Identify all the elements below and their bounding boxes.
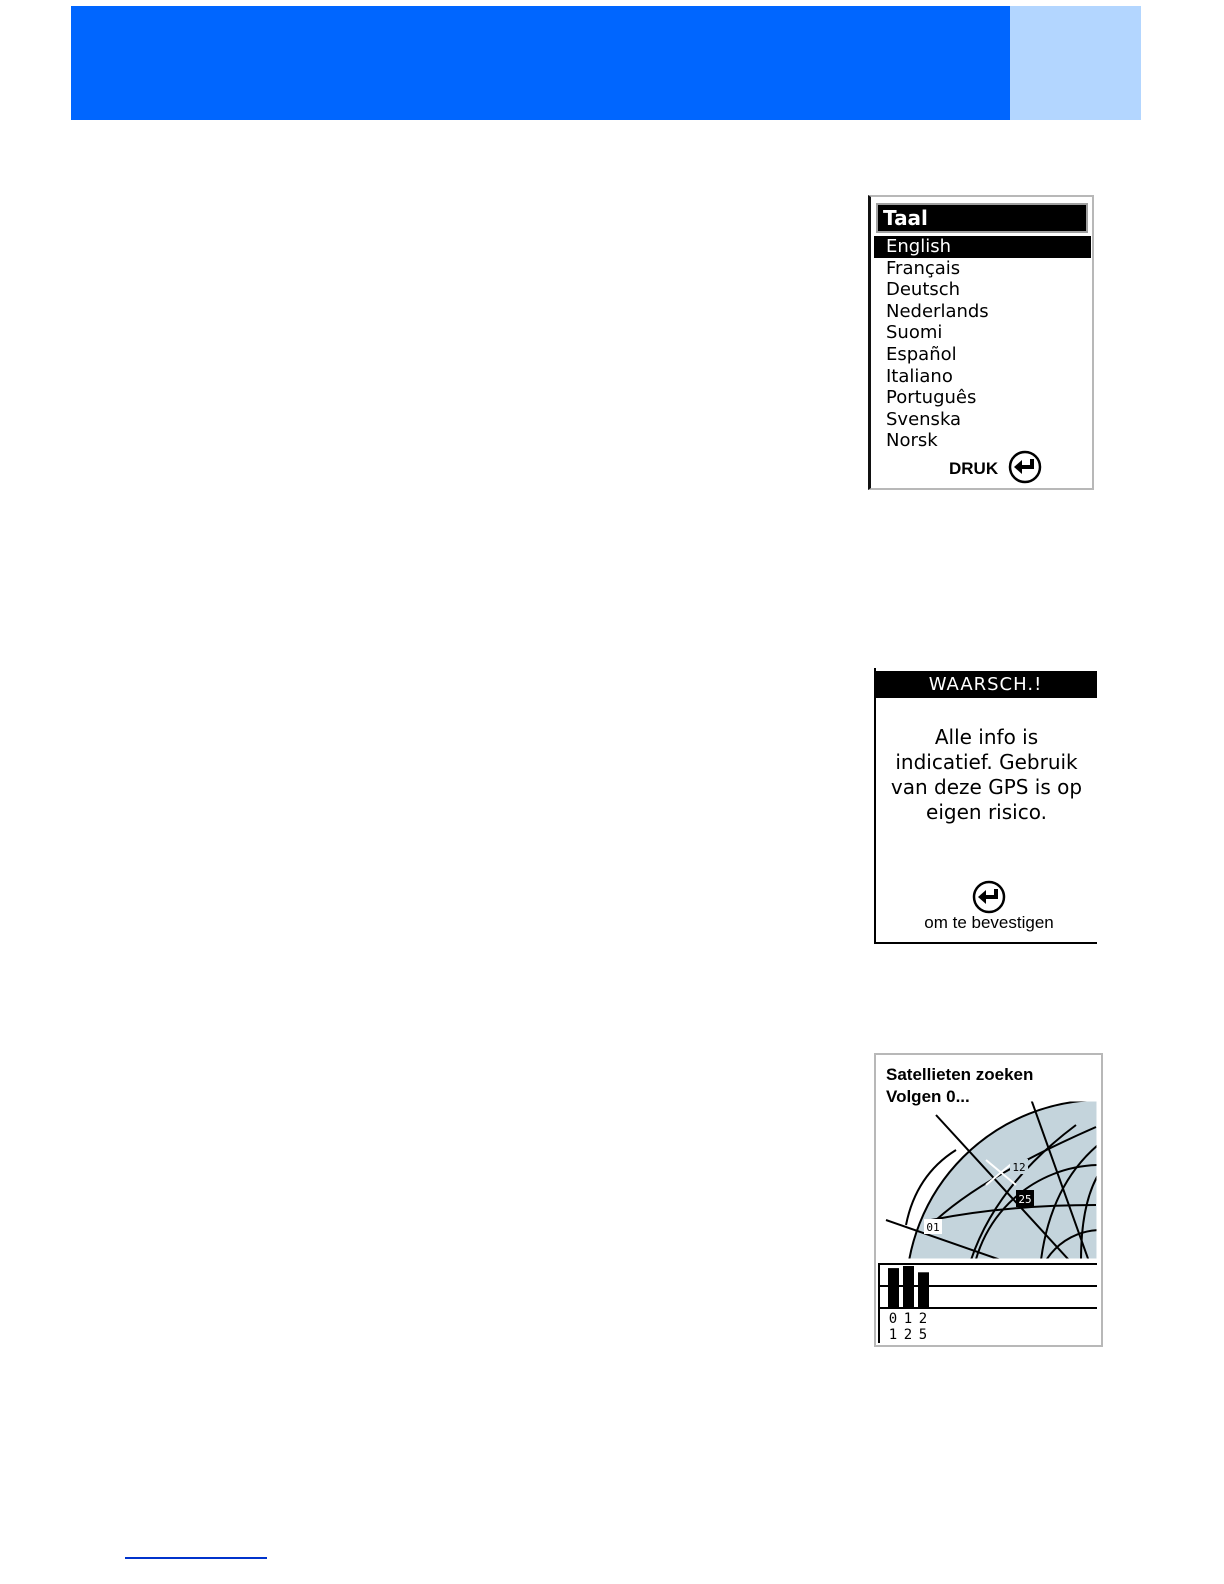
signal-bar-label: 2 xyxy=(918,1311,928,1327)
language-list xyxy=(874,236,1091,452)
satellite-tracking-count: Volgen 0... xyxy=(886,1087,970,1106)
warning-message-line: eigen risico. xyxy=(926,800,1047,824)
footnote-separator xyxy=(125,1557,267,1559)
signal-bar xyxy=(918,1272,929,1308)
language-item-english[interactable]: English xyxy=(874,236,1091,258)
signal-panel-border xyxy=(878,1263,880,1343)
satellite-label: 01 xyxy=(926,1221,940,1234)
language-item-portugues[interactable]: Português xyxy=(886,387,977,409)
language-item-espanol[interactable]: Español xyxy=(886,343,957,365)
header-bar xyxy=(71,6,1010,120)
signal-bar-label: 1 xyxy=(903,1311,913,1327)
satellite-search-title: Satellieten zoeken xyxy=(886,1065,1034,1084)
warning-message-line: Alle info is xyxy=(934,725,1039,749)
satellite-screen xyxy=(874,1053,1103,1347)
warning-message xyxy=(884,725,1089,825)
language-footer xyxy=(949,453,1042,485)
language-item-italiano[interactable]: Italiano xyxy=(886,365,953,387)
language-item-suomi[interactable]: Suomi xyxy=(886,322,943,344)
signal-bar-label: 1 xyxy=(888,1327,898,1343)
signal-bar-label: 2 xyxy=(903,1327,913,1343)
satellite-marker xyxy=(924,1219,942,1234)
language-item-deutsch[interactable]: Deutsch xyxy=(886,279,961,301)
screen-border xyxy=(874,668,876,944)
signal-bar-label: 5 xyxy=(918,1327,928,1343)
language-item-norsk[interactable]: Norsk xyxy=(886,430,938,452)
language-screen xyxy=(868,195,1094,490)
language-item-svenska[interactable]: Svenska xyxy=(886,408,962,430)
signal-bar xyxy=(903,1266,914,1308)
warning-message-line: van deze GPS is op xyxy=(890,775,1083,799)
language-item-francais[interactable]: Français xyxy=(886,257,961,279)
satellite-label: 12 xyxy=(1012,1161,1026,1174)
signal-bar-label: 0 xyxy=(888,1311,898,1327)
satellite-marker xyxy=(1010,1159,1028,1174)
warning-screen xyxy=(874,668,1097,944)
language-title: Taal xyxy=(876,203,1088,233)
header-tab xyxy=(1010,6,1141,120)
satellite-marker xyxy=(1016,1190,1034,1207)
enter-icon[interactable] xyxy=(1008,450,1042,488)
signal-bar xyxy=(888,1268,899,1308)
warning-title: WAARSCH.! xyxy=(874,671,1097,698)
satellite-label: 25 xyxy=(1018,1193,1032,1206)
warning-message-line: indicatief. Gebruik xyxy=(895,750,1078,774)
screen-border xyxy=(874,942,1097,944)
press-label: DRUK xyxy=(949,459,999,478)
signal-strength-panel xyxy=(880,1264,1097,1343)
language-item-nederlands[interactable]: Nederlands xyxy=(886,300,989,322)
satellite-status xyxy=(886,1064,1033,1108)
confirm-text: om te bevestigen xyxy=(924,913,1054,932)
